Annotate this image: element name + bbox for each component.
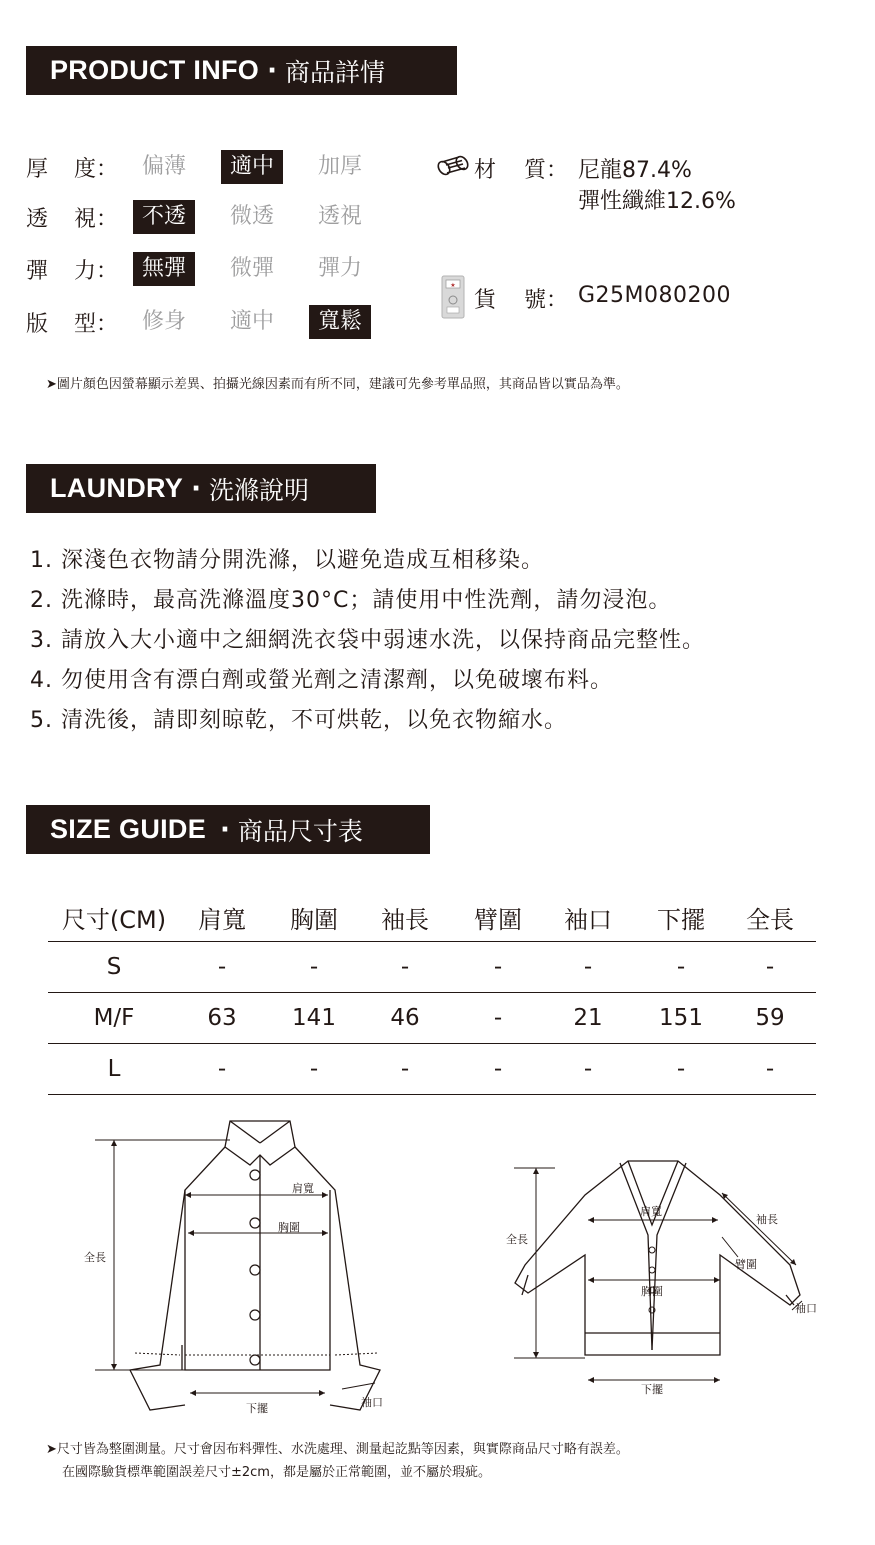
right-cuff-label: 袖口 [795,1302,817,1315]
attribute-option: 偏薄 [142,154,187,179]
header-dot: · [267,55,277,86]
size-value-cell: - [400,1056,410,1082]
left-shoulder-label: 肩寬 [292,1182,314,1195]
table-row [48,942,816,993]
attribute-label [26,202,126,233]
size-value-cell: - [676,1056,686,1082]
size-value-cell: 141 [292,1005,336,1031]
attribute-row [26,305,426,339]
attribute-option: 微彈 [230,256,275,281]
material-label [474,153,568,184]
laundry-item-1: 1. 深淺色衣物請分開洗滌，以避免造成互相移染。 [30,548,544,573]
attribute-option: 彈力 [318,256,363,281]
size-name-cell: S [106,954,122,980]
attribute-option-selected: 適中 [221,150,283,184]
size-column-header: 胸圍 [290,905,338,934]
size-table-header [48,893,816,942]
thread-spool-icon [436,154,472,178]
size-value-cell: - [676,954,686,980]
right-sleeve-label: 袖長 [756,1213,778,1226]
attribute-option: 透視 [318,204,363,229]
jacket-diagram [80,1115,400,1420]
attribute-label-a: 版 [26,311,49,337]
size-guide-header-en: SIZE GUIDE [50,814,207,844]
size-value-cell: - [583,1056,593,1082]
size-value-cell: - [493,954,503,980]
laundry-item-4: 4. 勿使用含有漂白劑或螢光劑之清潔劑，以免破壞布料。 [30,668,613,693]
attribute-label-b: 型： [74,311,119,337]
attribute-option-selected: 寬鬆 [309,305,371,339]
attribute-label-a: 透 [26,206,49,232]
attribute-label-b: 度： [74,156,119,182]
attribute-option-selected: 無彈 [133,252,195,286]
size-value-cell: - [765,1056,775,1082]
size-value-cell: - [309,1056,319,1082]
attribute-option: 修身 [142,309,187,334]
size-value-cell: - [583,954,593,980]
laundry-item-2: 2. 洗滌時，最高洗滌溫度30°C；請使用中性洗劑，請勿浸泡。 [30,588,672,613]
attribute-label [26,307,126,338]
size-column-header: 尺寸(CM) [61,905,167,934]
size-column-header: 袖口 [564,905,612,934]
left-cuff-label: 袖口 [361,1396,383,1409]
size-name-cell: L [107,1056,121,1082]
material-label-b: 質： [524,158,569,183]
item-no-value: G25M080200 [578,283,732,308]
size-column-header: 下擺 [657,905,705,934]
attribute-label-b: 力： [74,258,119,284]
right-arm-label: 臂圍 [735,1258,757,1271]
size-note-2: 在國際驗貨標準範圍誤差尺寸±2cm，都是屬於正常範圍，並不屬於瑕疵。 [62,1465,491,1480]
laundry-item-5: 5. 清洗後，請即刻晾乾，不可烘乾，以免衣物縮水。 [30,708,567,733]
size-value-cell: 46 [390,1005,420,1031]
right-length-label: 全長 [506,1233,528,1246]
size-guide-header [26,805,430,854]
size-guide-header-zh: 商品尺寸表 [237,816,363,846]
laundry-header-en: LAUNDRY [50,473,184,503]
material-line-1: 尼龍87.4% [578,158,692,183]
color-note: ➤圖片顏色因螢幕顯示差異、拍攝光線因素而有所不同，建議可先參考單品照，其商品皆以實品為準。 [46,377,629,392]
header-dot: · [220,814,230,845]
item-no-label-a: 貨 [474,288,497,313]
laundry-item-3: 3. 請放入大小適中之細網洗衣袋中弱速水洗，以保持商品完整性。 [30,628,705,653]
right-shoulder-label: 肩寬 [640,1205,662,1218]
left-chest-label: 胸圍 [278,1221,300,1234]
product-info-header-zh: 商品詳情 [284,57,385,87]
attribute-row [26,200,426,234]
size-column-header: 全長 [746,905,794,934]
product-info-header-en: PRODUCT INFO [50,55,260,85]
size-value-cell: - [400,954,410,980]
table-row [48,993,816,1044]
size-column-header: 肩寬 [198,905,246,934]
item-no-label [474,283,568,314]
header-dot: · [191,473,201,504]
left-hem-label: 下擺 [246,1402,268,1415]
attribute-option: 適中 [230,309,275,334]
material-label-a: 材 [474,158,497,183]
attribute-option: 微透 [230,204,275,229]
laundry-header [26,464,376,513]
size-value-cell: - [217,1056,227,1082]
size-column-header: 袖長 [381,905,429,934]
attribute-label-a: 彈 [26,258,49,284]
left-length-label: 全長 [84,1251,106,1264]
size-value-cell: - [309,954,319,980]
attribute-label [26,152,126,183]
svg-text:★: ★ [450,282,456,289]
attribute-option: 加厚 [318,154,363,179]
laundry-header-zh: 洗滌說明 [208,475,309,505]
size-value-cell: 151 [659,1005,703,1031]
size-note-1: ➤尺寸皆為整圍測量。尺寸會因布料彈性、水洗處理、測量起訖點等因素，與實際商品尺寸略有誤差。 [46,1442,629,1457]
item-no-label-b: 號： [524,288,569,313]
size-table [48,893,816,1095]
right-chest-label: 胸圍 [641,1285,663,1298]
size-value-cell: 63 [207,1005,237,1031]
tag-icon [440,274,466,320]
attribute-label-a: 厚 [26,156,49,182]
table-row [48,1044,816,1095]
size-value-cell: - [493,1005,503,1031]
material-line-2: 彈性纖維12.6% [578,189,736,214]
product-info-header [26,46,457,95]
attribute-label [26,254,126,285]
size-column-header: 臂圍 [474,905,522,934]
size-name-cell: M/F [93,1005,135,1031]
attribute-row [26,252,426,286]
size-value-cell: 59 [755,1005,785,1031]
cardigan-diagram [500,1155,830,1405]
attribute-label-b: 視： [74,206,119,232]
size-value-cell: 21 [573,1005,603,1031]
right-hem-label: 下擺 [641,1383,663,1396]
size-value-cell: - [493,1056,503,1082]
attribute-option-selected: 不透 [133,200,195,234]
size-value-cell: - [765,954,775,980]
size-value-cell: - [217,954,227,980]
attribute-row [26,150,426,184]
